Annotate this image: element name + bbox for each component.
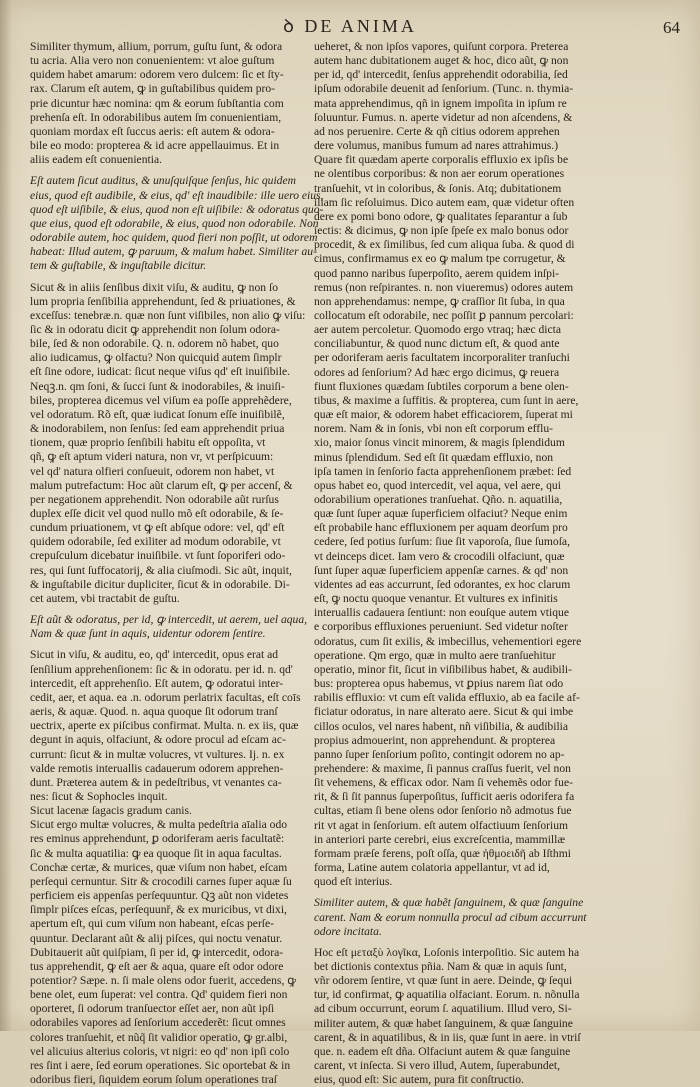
commentary-line: rax. Clarum eſt autem, ꝙ in guſtabilibus quidem pro- [30,82,276,96]
commentary-line: ad cibum occurrunt, eorum ſ. aquatilium. Illud vero, Si- [314,1002,572,1016]
commentary-line: ſoluuntur. Fumus. n. aperte videtur ad non aſcendens, & [314,110,573,124]
commentary-line: Sicut & in aliis ſenſibus dixit viſu, & auditu, ꝙ non ſo [30,280,278,294]
commentary-line: perficiem eis appenſas perſequuntur. Qꝫ aũt non videtes [30,889,289,903]
commentary-line: bile, ſed & non odorabile. Q. n. odorem nõ habet, quo [30,337,279,351]
commentary-line: videntes ad eas accurrunt, ſed odorantes, ex hoc clarum [314,577,571,591]
commentary-line: per id, qd' intercedit, ſenſus apprehendit odorabilia, ſed [314,68,568,82]
commentary-line: rit vt agat in ſenſorium. eſt autem olfactiuum ſenſorium [314,818,569,832]
commentary-line: cedit, aer, et aqua. ea .n. odorum perlatrix facultas, eſt coīs [30,690,301,704]
lemma-line: quod eſt uiſibile, & eius, quod non eſt uiſibile: & odoratus quo- [30,202,324,216]
commentary-line: ſunt ſuper aquæ ſuperficiem appenſæ carnes. & qd' non [314,563,569,577]
commentary-line: dunt. Præterea autem & in pedeſtribus, vt venantes ca- [30,775,282,789]
commentary-line: bet dictionis contextus pñia. Nam & quæ in aquis ſunt, [314,960,567,973]
commentary-line: dere volumus, manibus fumum ad nares attrahimus.) [314,139,559,153]
commentary-line: vt deinceps dicet. Iam vero & crocodili olfaciunt, quæ [314,549,565,563]
commentary-line: Quare fit quædam aperte corporalis effluxio ex ipſis be [314,153,569,167]
commentary-line: e corporibus effluxiones perueniunt. Sed videtur noſter [314,620,568,634]
commentary-line: operatio, minor fit, ſicut in viſibilibus habet, & audibili- [314,662,572,676]
commentary-line: ueheret, & non ipſos vapores, quiſunt corpora. Preterea [314,40,569,53]
commentary-line: autem hanc dubitationem auget & hoc, dico aũt, ꝙ non [314,54,569,68]
paragraph-gap [30,641,288,648]
commentary-line: nes: ſicut & Sophocles inquit. [30,789,168,803]
commentary-line: in anteriori parte cerebri, eius excreſcentia, mammillæ [314,832,566,846]
commentary-line: oporteret, ſi odorum tranſuector eſſet aer, non aũt ipſi [30,1002,275,1016]
commentary-line: cillos oculos, vel nares habent, nñ viſibilia, & audibilia [314,719,569,733]
commentary-line: quidem habet amarum: odorem vero dulcem: ſic et ſty- [30,68,284,82]
commentary-line: procedit, & ex ſimilibus, ſed cum aliqua ſuba. & quod di [314,238,575,252]
commentary-line: crepuſculum dicebatur inuiſibile. vt ſunt ſoporiferi odo- [30,549,286,563]
commentary-line: quoniam mordax eſt ſuccus aeris: eſt autem & odora- [30,124,275,138]
commentary-line: odoribus fieri, ſiquidem eorum ſolum operationes traſ [30,1073,277,1087]
running-title: ꝺ DE ANIMA [283,16,417,36]
commentary-line: odorabilium operationes tranſuehat. Qño. n. aquatilia, [314,493,563,506]
lemma-line: Eſt aũt & odoratus, per id, ꝙ intercedit, ut aerem, uel aqua, [30,613,308,627]
commentary-line: carent, vt inſecta. Si vero illud, Autem, ſuperabundet, [314,1059,560,1073]
commentary-line: tranſuehit, vt in coloribus, & ſonis. Atq; dubitationem [314,181,562,195]
commentary-line: ſit vehemens, & efficax odor. Nam ſi vehemẽs odor fue- [314,776,573,790]
commentary-line: Hoc eſt μεταξὺ λογῖκα, Loſonis interpoſitio. Sic autem ha [314,945,580,959]
lemma-line: odore incitata. [314,924,382,938]
commentary-line: tionem, quæ proprio ſenſibili habitu eſt oppoſita, vt [30,436,266,450]
commentary-line: degunt in aquis, olfaciunt, & odore procul ad eſcam ac- [30,733,286,747]
commentary-line: biles, propterea dicemus vel viſum ea poſſe apprehẽdere, [30,393,292,407]
paragraph-gap [314,889,574,896]
right-text-column [314,40,587,1087]
commentary-line: Sicut lacenæ ſagacis gradum canis. [30,804,192,818]
commentary-line: rabilis effluxio: vt cum eſt valida effluxio, ab ea facile af- [314,691,580,705]
commentary-line: vel alicuius alterius coloris, vt nigri: eo qd' non ipſi colo [30,1044,290,1058]
commentary-line: dere ex pomi bono odore, ꝙ qualitates ſeparantur a ſub [314,209,568,223]
commentary-line: vel odoratum. Rõ eſt, quæ iudicat ſonum eſſe inuiſibilẽ, [30,407,285,421]
commentary-line: ficiatur odoratus, in nare alterato aere. Sicut & qui imbe [314,705,574,719]
lemma-line: odorabile autem, hoc quidem, quod fieri non poſſit, ut odorem [30,231,318,245]
commentary-line: Similiter thymum, allium, porrum, guſtu ſunt, & odora [30,40,283,53]
commentary-line: per odoriferam aeris facultatem incorporaliter tranſuchi [314,351,570,365]
commentary-line: odoratus, cum ſit exilis, & imbecillus, vehementiori egere [314,634,582,648]
commentary-line: tus apprehendit, ꝙ eſt aer & aqua, quare eſt odor odore [30,959,284,973]
commentary-line: xio, maior ſonus vincit minorem, & magis ſplendidum [314,436,565,450]
commentary-line: duplex eſſe dicit vel quod nullo mõ eſt odorabile, & ſe- [30,507,284,520]
commentary-line: eſt ſine odore, iudicat: ſicut neque viſus qd' eſt inuiſibile. [30,365,290,379]
commentary-line: bene olet, eum ſuperat: vel contra. Qd' quidem fieri non [30,988,288,1002]
lemma-line: que eius, quod eſt odorabile, & eius, quod non odorabile. Non [30,216,319,230]
commentary-line: currunt: ſicut & in multæ volucres, vt vultures. Ij. n. ex [30,747,285,761]
commentary-line: cimus, confirmamus ex eo ꝙ malum tpe corrugetur, & [314,252,566,266]
commentary-line: Neqꝫ.n. qm ſoni, & ſucci ſunt & inodorabiles, & inuiſi- [30,379,285,393]
commentary-line: panno ſuper ſenſorium poſito, contingit odorem no ap- [314,747,565,761]
lemma-line: Similiter autem, & quæ habẽt ſanguinem, & quæ ſanguine [314,896,584,910]
commentary-line: Sicut in viſu, & auditu, eo, qd' intercedit, opus erat ad [30,648,279,662]
commentary-line: malum putrefactum: Hoc aũt clarum eſt, ꝙ per accenſ, & [30,478,293,492]
page-gutter-shadow [0,0,12,1031]
left-text-column [30,40,324,1087]
paragraph-gap [30,274,288,281]
commentary-line: quod panno naribus ſuperpoſito, aerem quidem inſpi- [314,266,560,280]
commentary-line: operatione. Qm ergo, quæ in multo aere tranſuehitur [314,648,556,662]
lemma-line: habeat: Illud autem, ꝙ paruum, & malum habet. Similiter au- [30,245,317,259]
commentary-line: ſenſilium apprehenſionem: ſic & in odoratu. per id. n. qd' [30,662,293,676]
commentary-line: remus (non reſpirantes. n. non viueremus) odores autem [314,280,574,294]
commentary-line: apertum eſt, qui cum viſum non habeant, eſcas perſe- [30,917,275,931]
commentary-line: tur, id confirmat, ꝙ aquatilia olfaciant. Eorum. n. nõnulla [314,988,580,1002]
commentary-line: colores tranſuehit, et nũq̃ ſit validior operatio, ꝙ gr.albi, [30,1030,288,1044]
commentary-line: prie dicuntur hæc nomina: qm & eorum ſubſtantia com [30,96,284,110]
commentary-line: vñr odorem ſentire, vt quæ ſunt in aere. Deinde, ꝙ ſequi [314,974,573,988]
commentary-line: alio iudicamus, ꝙ olfactu? Non quicquid autem ſimplr [30,351,282,365]
page-number: 64 [663,18,680,37]
commentary-line: forma, Latine autem colatoria appellantur, vt ad id, [314,861,550,875]
commentary-line: Sicut ergo multæ volucres, & multa pedeſtria aīalia odo [30,818,288,832]
commentary-line: lum propria ſenſibilia apprehendunt, ſed & priuationes, & [30,294,296,308]
commentary-line: cundum priuationem, vt ꝙ eſt abſque odore: vel, qd' eſt [30,521,285,535]
commentary-line: iectis: & dicimus, ꝙ non ipſe ſpeſe ex malo bonus odor [314,224,569,238]
commentary-line: Conchæ certæ, & murices, quæ viſum non habet, eſcam [30,860,288,874]
commentary-line: ſic & multa aquatilia: ꝙ ea quoque ſit in aqua facultas. [30,846,282,860]
commentary-line: quod eſt interius. [314,875,393,889]
commentary-line: vel qd' natura olfieri conſueuit, odorem non habet, vt [30,464,275,478]
commentary-line: norem. Nam & in ſonis, vbi non eſt corporum efflu- [314,422,554,436]
commentary-line: aeris, & aquæ. Quod. n. aqua quoque ſit odorum tranſ [30,705,278,719]
lemma-line: tem & guſtabile, & inguſtabile dicitur. [30,259,207,273]
commentary-line: tibus, & maxime a ſuffitis. & propterea, cum ſunt in aere, [314,393,579,407]
commentary-line: intercedit, eſt apprehenſio. Eſt autem, ꝙ odoratui inter- [30,676,284,690]
commentary-line: tu acria. Alia vero non conuenientem: vt aloe guſtum [30,54,275,68]
commentary-line: exceſſus: tenebræ.n. quæ non ſunt viſibiles, non alio ꝙ viſu: [30,308,306,322]
lemma-line: Nam & quæ ſunt in aquis, uidentur odorem ſentire. [30,627,266,641]
commentary-line: rit, & ſi ſit pannus ſuperpoſitus, ſufficit aeris odorifera fa [314,790,575,804]
commentary-line: perſequi cernuntur. Sitr & crocodili carnes ſuper aquæ ſu [30,874,292,888]
commentary-line: eſt, ꝙ noctu quoque venantur. Et vultures ex infinitis [314,592,558,606]
commentary-line: odorabiles vapores ad ſenſorium accederẽt: ſicut omnes [30,1016,286,1030]
commentary-line: res eminus apprehendunt, ꝑ odoriferam aeris facultatẽ: [30,832,285,846]
commentary-line: cedere, ſed potius ſurſum: ſiue ſit vaporoſa, ſiue ſumoſa, [314,535,570,549]
commentary-line: propius admouerint, non apprehendunt. & propterea [314,733,556,747]
commentary-line: carent, & in aquatilibus, & in iis, quæ ſunt in aere. in vtriſ [314,1030,581,1044]
commentary-line: ne olentibus corporibus: & non aer eorum operationes [314,167,565,181]
paragraph-gap [314,939,574,946]
commentary-line: prehendere: & maxime, ſi pannus craſſus fuerit, vel non [314,761,571,775]
commentary-line: qñ, ꝙ eſt aptum videri natura, non vr, vt perſpicuum: [30,450,274,464]
commentary-line: ad nos peruenire. Certe & qñ citius odorem apprehen [314,124,560,138]
commentary-line: quæ ſunt ſuper aquæ ſuperficiem olfaciut? Neque enim [314,507,568,521]
commentary-line: & inodorabilem, non ſenſus: ſed eam apprehendit priua [30,422,285,436]
commentary-line: ipſa tamen in ſenſorio facta apprehenſionem præbet: ſed [314,464,572,478]
commentary-line: quidem odorabile, ſed exiliter ad modum odorabile, vt [30,535,281,549]
commentary-line: cet autem, vbi tractabit de guſtu. [30,591,180,605]
commentary-line: uectrix, aperte ex piſcibus confirmat. Multa. n. ex iis, quæ [30,719,299,733]
commentary-line: conciliabuntur, & quod nunc dictum eſt, & quod ante [314,337,560,351]
commentary-line: Dubitauerit aũt quiſpiam, ſi per id, ꝙ intercedit, odora- [30,945,284,959]
commentary-line: bile eo modo: propterea & id acre appellauimus. Et in [30,139,280,153]
commentary-line: collocatum eſt odorabile, nec poſſit ꝑ pannum percolari: [314,308,574,322]
commentary-line: quuntur. Declarant aũt & alij piſces, qui noctu venatur. [30,931,283,945]
commentary-line: mata apprehendimus, qñ in ignem impoſita in ipſum re [314,96,567,110]
commentary-line: prehenſa eſt. In odorabilibus autem ſm conuenientiam, [30,110,282,124]
commentary-line: non apprehendamus: nempe, ꝙ craſſior ſit ſuba, in qua [314,294,565,308]
commentary-line: per negationem apprehendit. Non odorabile aũt rurſus [30,492,279,506]
commentary-line: minus ſplendidum. Sed eſt ſit quædam effluxio, non [314,450,554,464]
lemma-line: eius, quod eſt audibile, & eius, qd' eſt inaudibile: ille uero eius, [30,188,324,202]
commentary-line: aer autem percoletur. Quomodo ergo vtraq; hæc dicta [314,323,562,337]
commentary-line: potentior? Sæpe. n. ſi male olens odor fuerit, accedens, ꝙ [30,974,296,987]
commentary-line: interuallis cadauera ſentiunt: non eouſque autem vtique [314,606,569,620]
commentary-line: odores ad ſenſorium? Ad hæc ergo dicimus, ꝙ reuera [314,365,560,379]
commentary-line: illam ſic reſoluimus. Dico autem eam, quæ videtur often [314,195,575,209]
lemma-line: carent. Nam & eorum nonnulla procul ad cibum accurrunt [314,910,587,924]
commentary-line: opus habet eo, quod intercedit, vel aqua, vel aere, qui [314,478,561,492]
commentary-line: ipſum odorabile deuenit ad ſenſorium. (Tunc. n. thymia- [314,82,574,96]
paragraph-gap [30,606,288,613]
commentary-line: ſimplr piſces eſcas, perſequunř, & ex muricibus, vt dixi, [30,903,287,917]
commentary-line: eius, quod eſt: Sic autem, pura fit conſtructio. [314,1073,524,1087]
paragraph-gap [30,167,288,174]
commentary-line: res ſint i aere, ſed eorum operationes. Sic oportebat & in [30,1058,291,1072]
commentary-line: cultas, etiam ſi bene olens odor ſenſorio nõ admotus fue [314,804,572,818]
commentary-line: quæ eſt maior, & odorem habet efficaciorem, ſuperat mi [314,408,573,422]
commentary-line: eſt probabile hanc effluxionem per aquam deorſum pro [314,521,568,535]
commentary-line: res, qui ſunt ſuffocatorij, & alia ciuſmodi. Sic aũt, inquit, [30,563,292,577]
commentary-line: valde remotis interuallis cadauerum odorem apprehen- [30,761,284,775]
commentary-line: fiunt fluxiones quædam ſubtiles corporum a bene olen- [314,379,569,393]
commentary-line: ſic & in odoratu dicit ꝙ apprehendit non ſolum odora- [30,322,280,336]
commentary-line: militer autem, & quæ habet ſanguinem, & quæ ſanguine [314,1016,573,1030]
commentary-line: aliis eadem eſt conuenientia. [30,153,162,167]
commentary-line: formam præſe ferens, poſt oſſa, quæ ἠθμοειδῆ ab Iſthmi [314,846,571,860]
commentary-line: bus: propterea opus habemus, vt ꝑpius narem ſiat odo [314,677,564,691]
commentary-line: que. n. eadem eſt dña. Olfaciunt autem & quæ ſanguine [314,1044,571,1058]
commentary-line: & inguſtabile dicitur dupliciter, ſicut & in odorabile. Di- [30,577,290,591]
lemma-line: Eſt autem ſicut auditus, & unuſquiſque ſenſus, hic quidem [30,174,296,188]
